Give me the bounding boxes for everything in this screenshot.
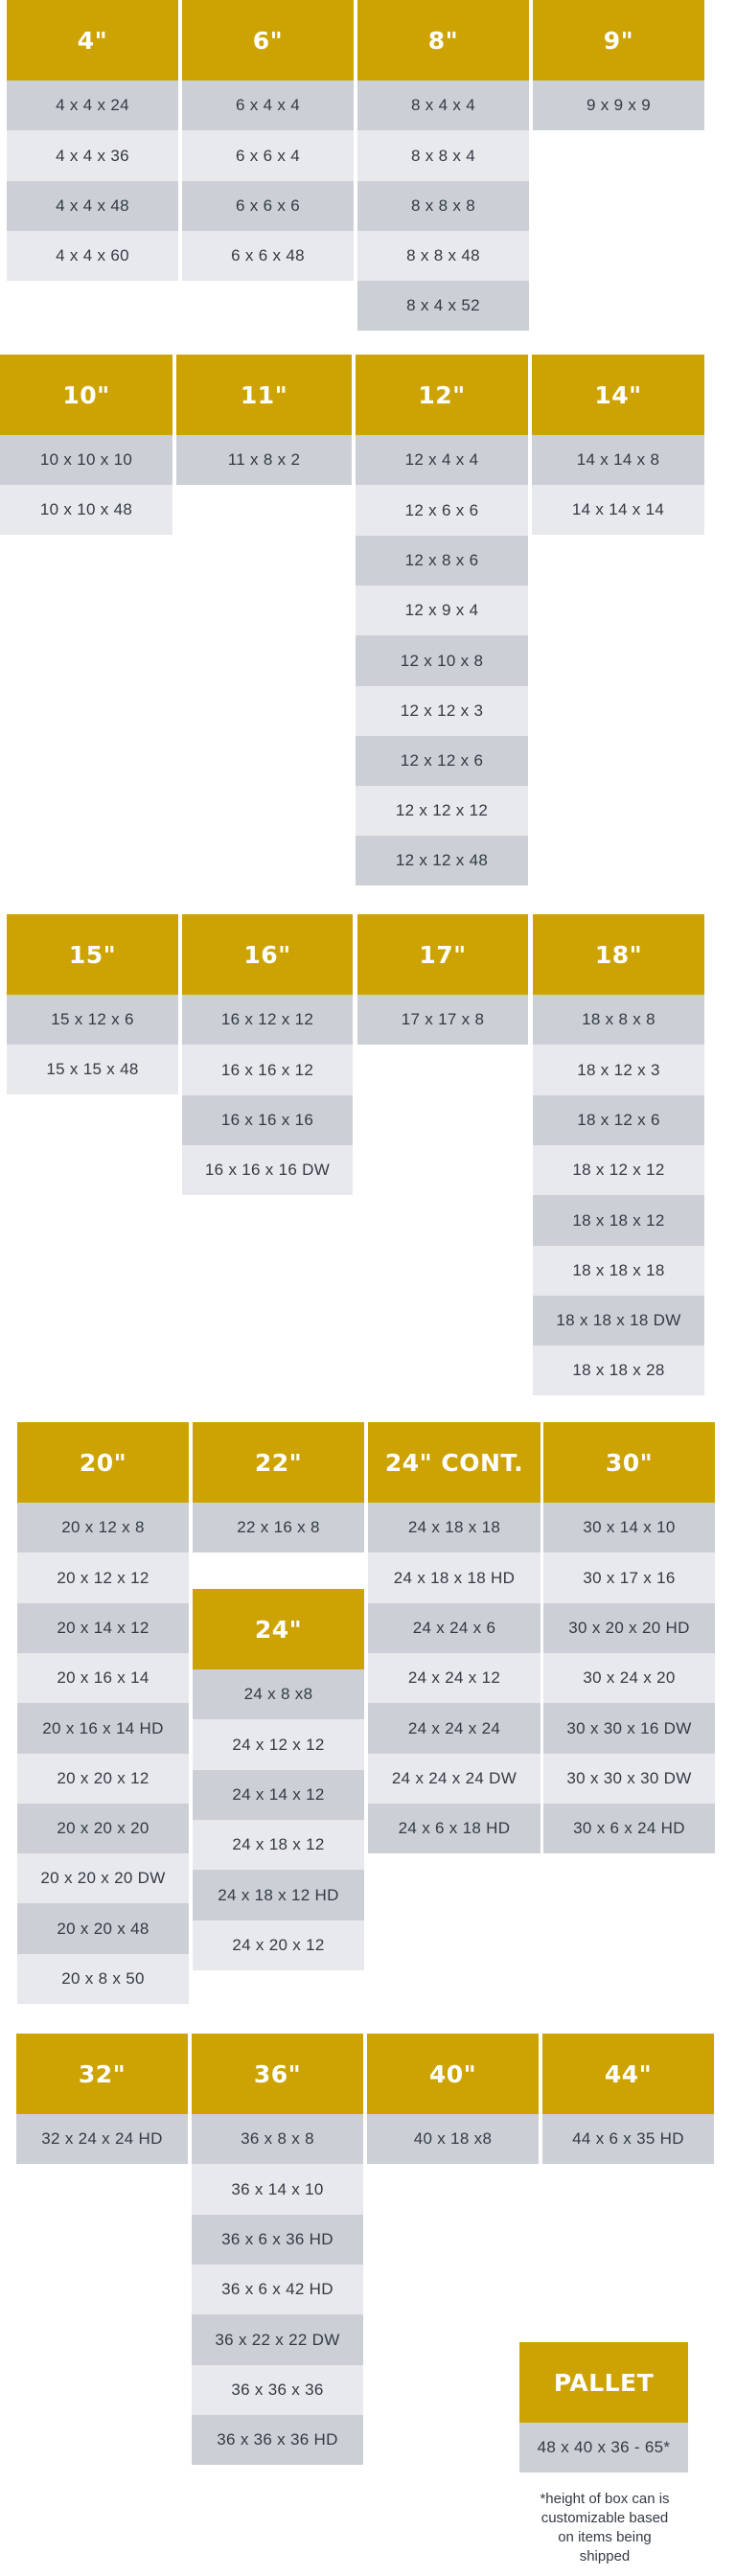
box-size-cell: 8 x 8 x 48 xyxy=(357,231,529,281)
column-header: 8" xyxy=(357,0,529,80)
column-header: 15" xyxy=(7,914,178,995)
column-header: 32" xyxy=(16,2034,188,2114)
box-size-cell: 30 x 24 x 20 xyxy=(543,1653,715,1703)
box-size-cell: 8 x 4 x 4 xyxy=(357,80,529,130)
box-size-cell: 18 x 12 x 3 xyxy=(533,1045,704,1095)
column-header: PALLET xyxy=(519,2342,688,2423)
box-size-cell: 24 x 18 x 12 HD xyxy=(193,1870,364,1920)
box-size-cell: 36 x 14 x 10 xyxy=(192,2164,363,2215)
box-size-cell: 12 x 12 x 6 xyxy=(356,736,528,786)
column-header: 12" xyxy=(356,355,528,435)
box-size-cell: 12 x 8 x 6 xyxy=(356,536,528,586)
box-size-cell: 10 x 10 x 48 xyxy=(0,485,172,535)
box-size-cell: 36 x 36 x 36 HD xyxy=(192,2415,363,2465)
box-size-cell: 9 x 9 x 9 xyxy=(533,80,704,130)
column-header: 40" xyxy=(367,2034,539,2114)
box-size-cell: 48 x 40 x 36 - 65* xyxy=(519,2423,688,2472)
box-size-cell: 14 x 14 x 8 xyxy=(532,435,704,485)
box-size-cell: 20 x 12 x 8 xyxy=(17,1503,189,1552)
box-size-cell: 4 x 4 x 36 xyxy=(7,130,178,181)
column-header: 20" xyxy=(17,1422,189,1503)
box-size-cell: 24 x 18 x 18 xyxy=(368,1503,540,1552)
footnote-line-2: customizable based xyxy=(540,2510,669,2526)
box-size-cell: 30 x 6 x 24 HD xyxy=(543,1804,715,1853)
box-size-cell: 30 x 17 x 16 xyxy=(543,1552,715,1603)
box-size-cell: 20 x 20 x 20 xyxy=(17,1804,189,1853)
column-header: 14" xyxy=(532,355,704,435)
box-size-cell: 36 x 8 x 8 xyxy=(192,2114,363,2164)
column-header: 44" xyxy=(542,2034,714,2114)
column-header: 4" xyxy=(7,0,178,80)
column-header: 18" xyxy=(533,914,704,995)
column-header: 24" CONT. xyxy=(368,1422,540,1503)
footnote-line-1: *height of box can is xyxy=(540,2491,670,2507)
box-size-cell: 6 x 4 x 4 xyxy=(182,80,354,130)
box-size-cell: 20 x 20 x 12 xyxy=(17,1754,189,1804)
box-size-cell: 40 x 18 x8 xyxy=(367,2114,539,2164)
box-size-cell: 32 x 24 x 24 HD xyxy=(16,2114,188,2164)
box-size-cell: 12 x 9 x 4 xyxy=(356,586,528,635)
box-size-cell: 24 x 8 x8 xyxy=(193,1669,364,1719)
box-size-cell: 30 x 20 x 20 HD xyxy=(543,1603,715,1653)
box-size-cell: 22 x 16 x 8 xyxy=(193,1503,364,1552)
box-size-cell: 36 x 22 x 22 DW xyxy=(192,2314,363,2365)
box-size-cell: 18 x 18 x 18 DW xyxy=(533,1296,704,1346)
box-size-cell: 12 x 10 x 8 xyxy=(356,635,528,686)
box-size-cell: 30 x 30 x 16 DW xyxy=(543,1703,715,1754)
box-size-cell: 8 x 8 x 4 xyxy=(357,130,529,181)
box-size-cell: 8 x 4 x 52 xyxy=(357,281,529,331)
box-size-cell: 10 x 10 x 10 xyxy=(0,435,172,485)
box-size-cell: 16 x 16 x 12 xyxy=(182,1045,353,1095)
box-size-cell: 18 x 12 x 6 xyxy=(533,1095,704,1145)
box-size-cell: 24 x 14 x 12 xyxy=(193,1770,364,1820)
box-size-cell: 18 x 12 x 12 xyxy=(533,1145,704,1195)
box-size-cell: 12 x 12 x 3 xyxy=(356,686,528,736)
box-size-cell: 12 x 12 x 48 xyxy=(356,836,528,886)
box-size-cell: 12 x 12 x 12 xyxy=(356,786,528,836)
box-size-cell: 30 x 14 x 10 xyxy=(543,1503,715,1552)
footnote-line-3: on items being xyxy=(558,2529,652,2545)
box-size-cell: 11 x 8 x 2 xyxy=(176,435,352,485)
box-size-cell: 4 x 4 x 60 xyxy=(7,231,178,281)
box-size-cell: 12 x 6 x 6 xyxy=(356,485,528,536)
box-size-cell: 20 x 14 x 12 xyxy=(17,1603,189,1653)
box-size-cell: 24 x 24 x 24 DW xyxy=(368,1754,540,1804)
box-size-cell: 6 x 6 x 6 xyxy=(182,181,354,231)
box-size-cell: 18 x 18 x 18 xyxy=(533,1246,704,1296)
box-size-cell: 20 x 16 x 14 HD xyxy=(17,1703,189,1754)
box-size-cell: 36 x 6 x 42 HD xyxy=(192,2265,363,2314)
column-header: 6" xyxy=(182,0,354,80)
column-header: 17" xyxy=(357,914,528,995)
box-size-cell: 24 x 6 x 18 HD xyxy=(368,1804,540,1853)
box-size-cell: 16 x 12 x 12 xyxy=(182,995,353,1045)
box-size-cell: 15 x 12 x 6 xyxy=(7,995,178,1045)
box-size-cell: 20 x 16 x 14 xyxy=(17,1653,189,1703)
column-header: 22" xyxy=(193,1422,364,1503)
box-size-cell: 24 x 12 x 12 xyxy=(193,1719,364,1770)
column-header: 24" xyxy=(193,1589,364,1669)
box-size-cell: 12 x 4 x 4 xyxy=(356,435,528,485)
box-size-cell: 17 x 17 x 8 xyxy=(357,995,528,1045)
box-size-cell: 20 x 12 x 12 xyxy=(17,1552,189,1603)
box-size-cell: 4 x 4 x 48 xyxy=(7,181,178,231)
box-size-cell: 15 x 15 x 48 xyxy=(7,1045,178,1094)
column-header: 30" xyxy=(543,1422,715,1503)
box-size-cell: 6 x 6 x 48 xyxy=(182,231,354,281)
box-size-cell: 16 x 16 x 16 xyxy=(182,1095,353,1145)
box-size-cell: 24 x 24 x 12 xyxy=(368,1653,540,1703)
box-size-cell: 24 x 24 x 6 xyxy=(368,1603,540,1653)
box-size-cell: 18 x 18 x 28 xyxy=(533,1346,704,1395)
box-size-cell: 16 x 16 x 16 DW xyxy=(182,1145,353,1195)
box-size-cell: 18 x 8 x 8 xyxy=(533,995,704,1045)
column-header: 16" xyxy=(182,914,353,995)
pallet-footnote xyxy=(516,2490,694,2566)
column-header: 9" xyxy=(533,0,704,80)
column-header: 11" xyxy=(176,355,352,435)
box-size-cell: 36 x 36 x 36 xyxy=(192,2365,363,2415)
box-size-cell: 20 x 8 x 50 xyxy=(17,1954,189,2004)
box-size-cell: 24 x 24 x 24 xyxy=(368,1703,540,1754)
box-size-cell: 14 x 14 x 14 xyxy=(532,485,704,535)
box-size-cell: 36 x 6 x 36 HD xyxy=(192,2215,363,2265)
column-header: 10" xyxy=(0,355,172,435)
box-size-cell: 6 x 6 x 4 xyxy=(182,130,354,181)
box-size-cell: 30 x 30 x 30 DW xyxy=(543,1754,715,1804)
box-size-cell: 24 x 18 x 18 HD xyxy=(368,1552,540,1603)
box-size-cell: 4 x 4 x 24 xyxy=(7,80,178,130)
box-size-cell: 8 x 8 x 8 xyxy=(357,181,529,231)
box-size-cell: 20 x 20 x 48 xyxy=(17,1903,189,1954)
box-size-cell: 24 x 18 x 12 xyxy=(193,1820,364,1870)
box-size-cell: 24 x 20 x 12 xyxy=(193,1920,364,1970)
box-size-cell: 18 x 18 x 12 xyxy=(533,1195,704,1246)
box-size-cell: 20 x 20 x 20 DW xyxy=(17,1853,189,1903)
column-header: 36" xyxy=(192,2034,363,2114)
box-size-cell: 44 x 6 x 35 HD xyxy=(542,2114,714,2164)
footnote-line-4: shipped xyxy=(579,2548,631,2564)
